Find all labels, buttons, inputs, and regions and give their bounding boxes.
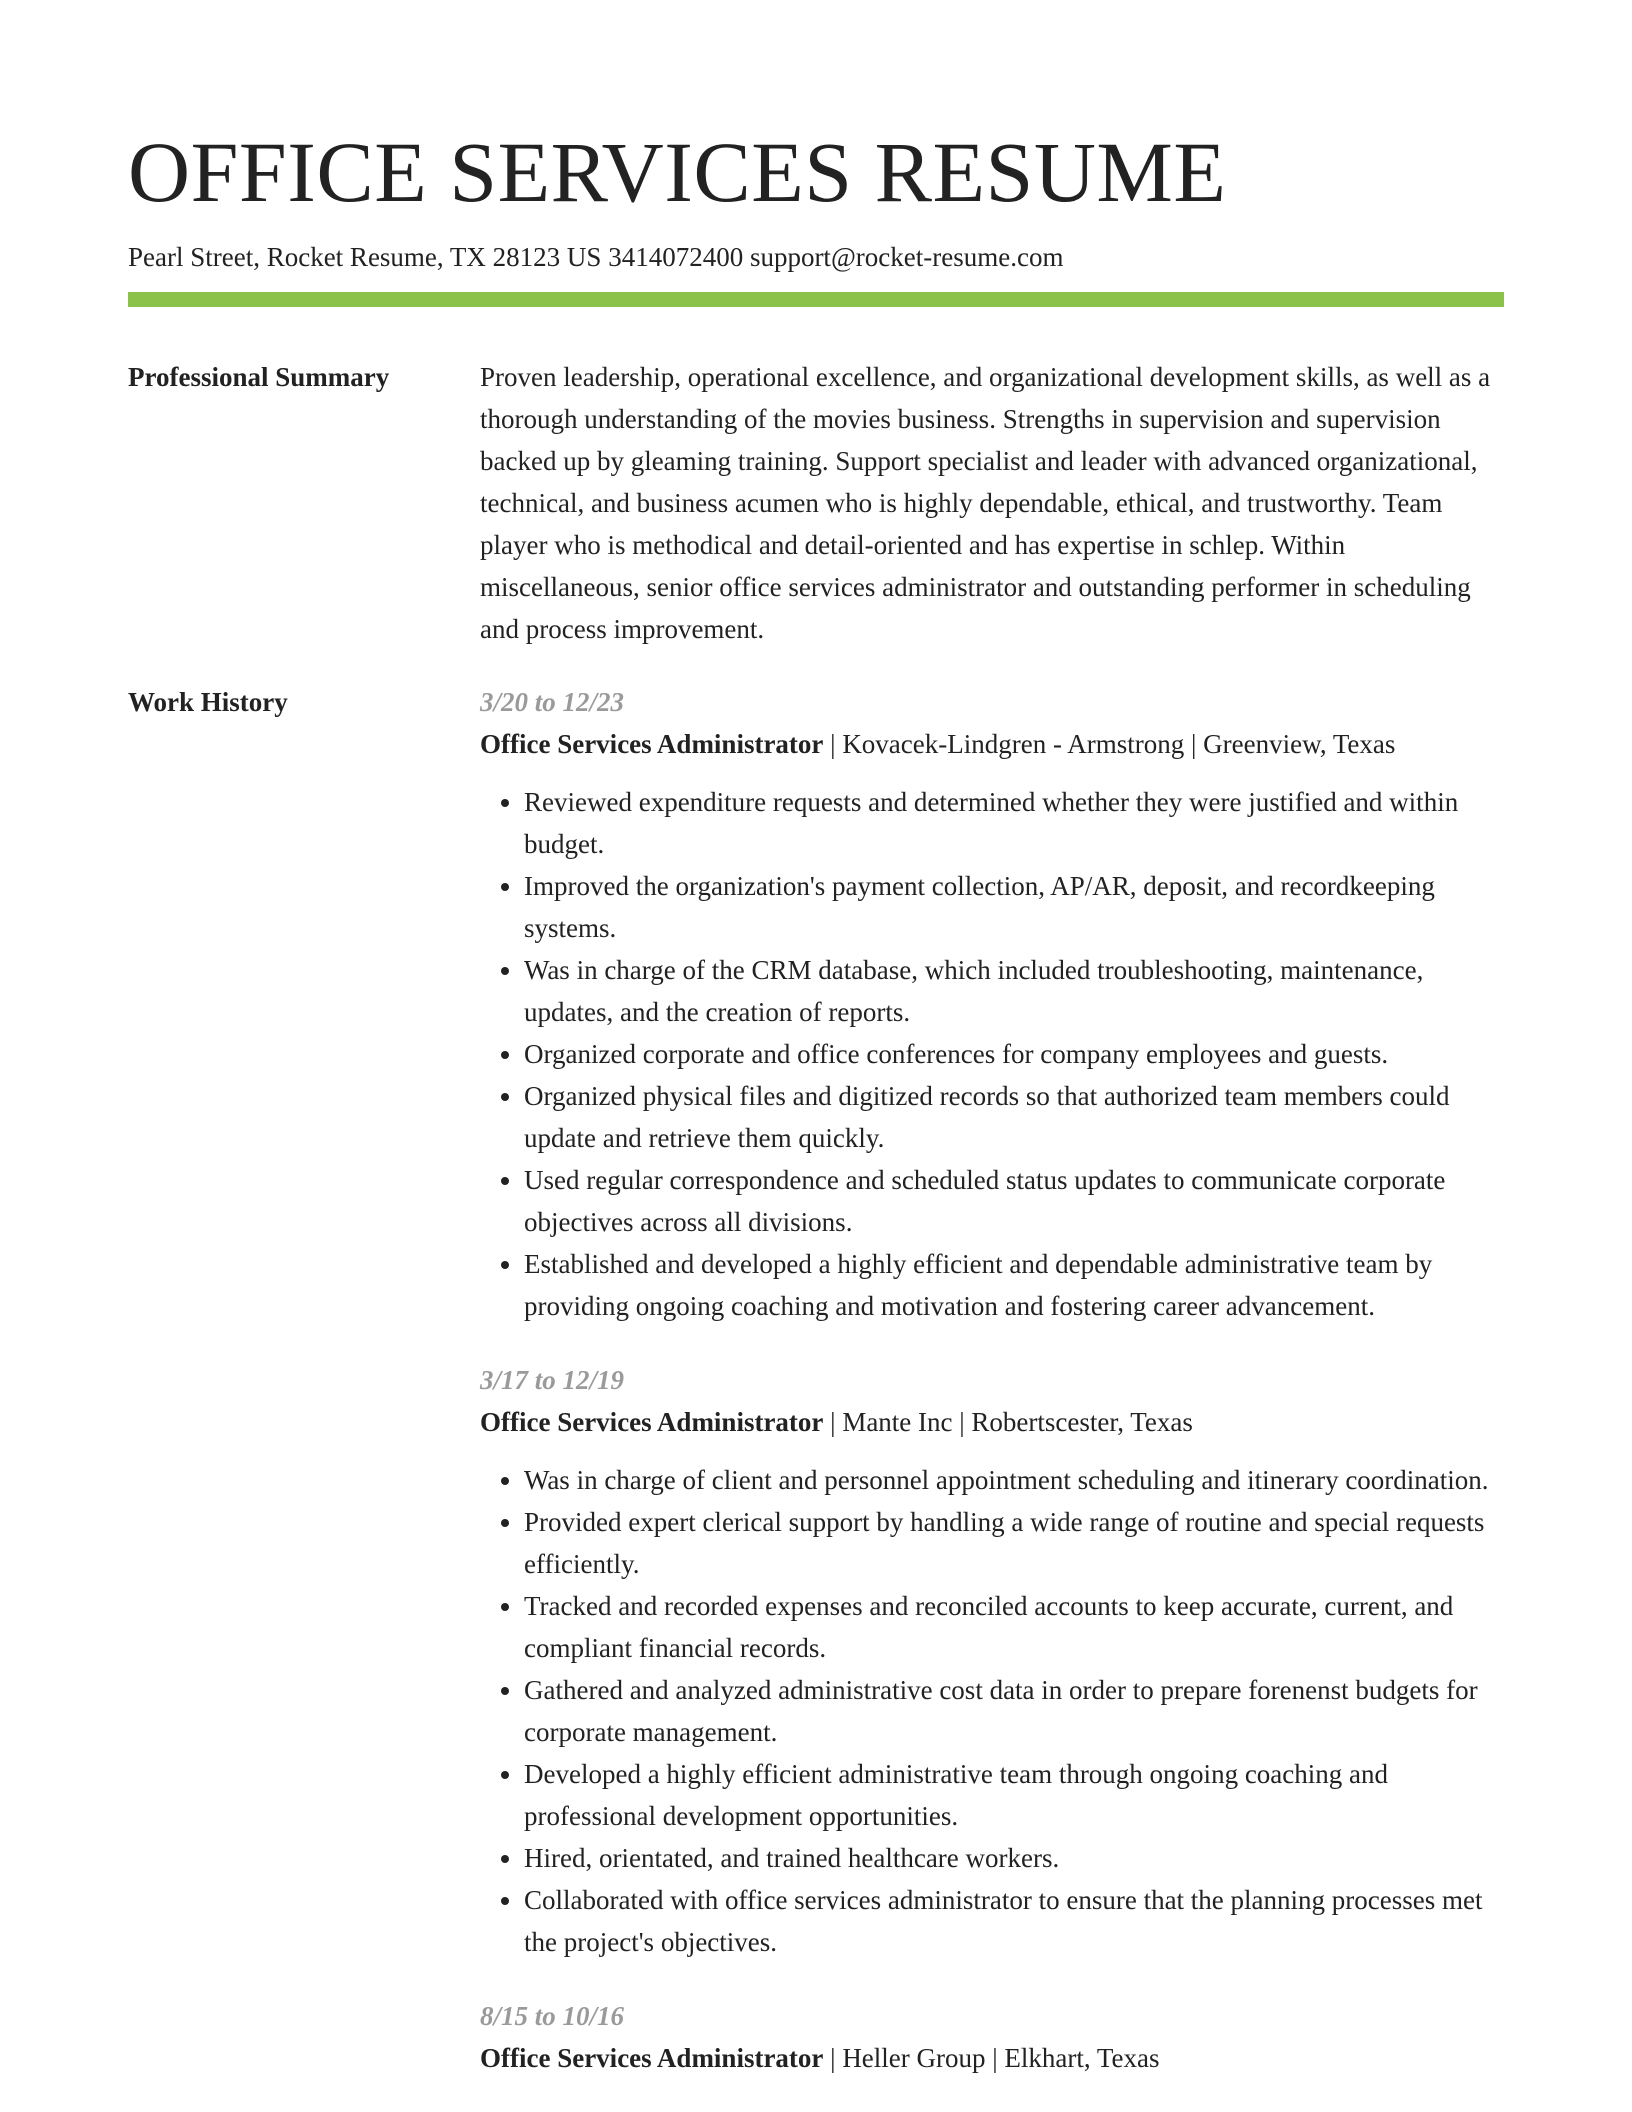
job-title-line	[480, 1401, 1504, 1443]
job-bullet: • Provided expert clerical support by handling a wide range of routine and special requests efficiently.	[524, 1501, 1504, 1585]
job-location: Elkhart, Texas	[1004, 2043, 1160, 2073]
job-dates: 8/15 to 10/16	[480, 2001, 625, 2031]
job-bullet: • Organized corporate and office conferences for company employees and guests.	[524, 1033, 1504, 1075]
job-title-line	[480, 2037, 1504, 2079]
contact-address: Pearl Street, Rocket Resume, TX 28123 US	[128, 242, 602, 272]
job-bullet: • Developed a highly efficient administrative team through ongoing coaching and professional development opportunities.	[524, 1753, 1504, 1837]
work-history-body	[480, 681, 1504, 2079]
job-title: Office Services Administrator	[480, 729, 824, 759]
summary-body	[480, 356, 1504, 650]
job-title: Office Services Administrator	[480, 2043, 824, 2073]
contact-phone: 3414072400	[608, 242, 744, 272]
separator: |	[830, 2043, 836, 2073]
job-location: Robertscester, Texas	[971, 1407, 1193, 1437]
separator: |	[830, 729, 836, 759]
contact-email: support@rocket-resume.com	[749, 242, 1064, 272]
job-bullet: • Used regular correspondence and scheduled status updates to communicate corporate objectives across all divisions.	[524, 1159, 1504, 1243]
professional-summary-section	[128, 356, 1504, 650]
resume-title: OFFICE SERVICES RESUME	[128, 124, 1227, 220]
job-bullet: • Hired, orientated, and trained healthcare workers.	[524, 1837, 1504, 1879]
job-title-line	[480, 723, 1504, 765]
job-bullet: • Improved the organization's payment collection, AP/AR, deposit, and recordkeeping systems.	[524, 865, 1504, 949]
work-history-section	[128, 681, 1504, 2079]
section-heading-summary: Professional Summary	[128, 362, 390, 392]
resume-page	[128, 0, 1504, 2079]
job-dates: 3/17 to 12/19	[480, 1365, 625, 1395]
separator: |	[830, 1407, 836, 1437]
job-company: Mante Inc	[842, 1407, 953, 1437]
job-bullet: • Established and developed a highly efficient and dependable administrative team by providing ongoing coaching and motivation and fostering career advancement.	[524, 1243, 1504, 1327]
separator: |	[959, 1407, 965, 1437]
contact-line	[128, 240, 1504, 274]
summary-text: Proven leadership, operational excellence, and organizational development skills, as well as a thorough understanding of the movies business. Strengths in supervision and supervision backed up by gleaming training. Support specialist and leader with advanced organizational, technical, and business acumen who is highly dependable, ethical, and trustworthy. Team player who is methodical and detail-oriented and has expertise in schlep. Within miscellaneous, senior office services administrator and outstanding performer in scheduling and process improvement.	[480, 362, 1491, 644]
job-bullet-list	[480, 1459, 1504, 1963]
job-company: Heller Group	[842, 2043, 986, 2073]
job-entry	[480, 1995, 1504, 2079]
job-location: Greenview, Texas	[1203, 729, 1396, 759]
job-company: Kovacek-Lindgren - Armstrong	[842, 729, 1185, 759]
separator: |	[1190, 729, 1197, 759]
job-bullet-list	[480, 781, 1504, 1327]
job-bullet: • Organized physical files and digitized records so that authorized team members could update and retrieve them quickly.	[524, 1075, 1504, 1159]
job-bullet: • Gathered and analyzed administrative cost data in order to prepare forenenst budgets for corporate management.	[524, 1669, 1504, 1753]
job-bullet: • Was in charge of the CRM database, which included troubleshooting, maintenance, updates, and the creation of reports.	[524, 949, 1504, 1033]
job-bullet: • Tracked and recorded expenses and reconciled accounts to keep accurate, current, and compliant financial records.	[524, 1585, 1504, 1669]
separator: |	[992, 2043, 998, 2073]
job-entry	[480, 1359, 1504, 1963]
job-bullet: • Collaborated with office services administrator to ensure that the planning processes met the project's objectives.	[524, 1879, 1504, 1963]
section-heading-work-history: Work History	[128, 687, 288, 717]
job-title: Office Services Administrator	[480, 1407, 824, 1437]
job-bullet: • Was in charge of client and personnel appointment scheduling and itinerary coordination.	[524, 1459, 1504, 1501]
job-dates: 3/20 to 12/23	[480, 687, 625, 717]
header-divider	[128, 292, 1504, 307]
job-entry	[480, 681, 1504, 1327]
job-bullet: • Reviewed expenditure requests and determined whether they were justified and within budget.	[524, 781, 1504, 865]
